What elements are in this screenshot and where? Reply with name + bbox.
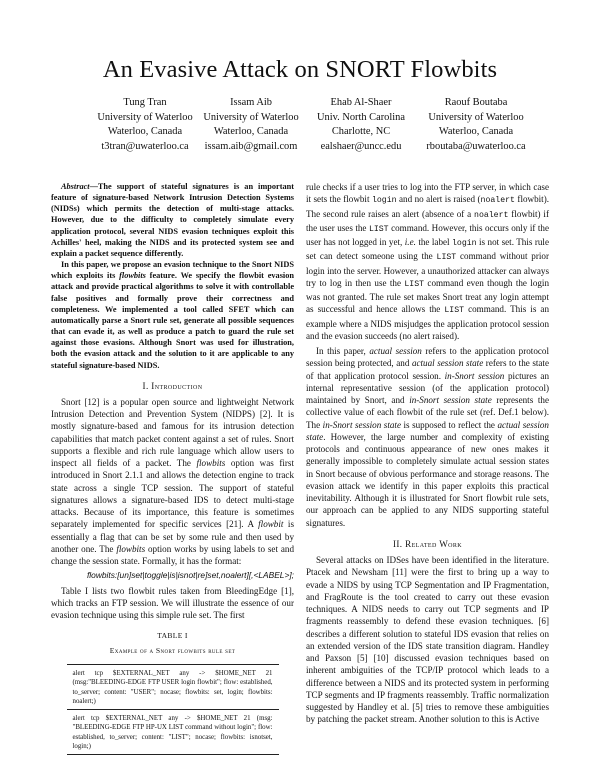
author-affiliation: University of Waterloo (97, 111, 193, 123)
author-location: Waterloo, Canada (107, 126, 183, 138)
author-block (401, 96, 551, 154)
author-name: Tung Tran (123, 97, 167, 108)
author-email: ealshaer@uncc.edu (320, 140, 402, 152)
table-row: alert tcp $EXTERNAL_NET any -> $HOME_NET 21 (msg:"BLEEDING-EDGE FTP USER login flowbit"; flow: established, to_server; content: "USER"; nocase; flowbits: set, login; flowbits: noalert;) (72, 669, 273, 705)
section-heading: I. Introduction (142, 380, 203, 391)
body-paragraph: In this paper, actual session refers to the application protocol session being protected, and actual session state refers to the state of that application protocol session. in-Snort session pictures an internal representative session (of the application protocol) maintained by Snort, and in-Snort session state represents the collective value of each flowbit of the rule set (ref. Def.1 below). The in-Snort session state is supposed to reflect the actual session state. However, the large number and complexity of existing protocols and continuous appearance of new ones makes it generally impossible to completely simulate actual session states in Snort because of obvious performance and storage reasons. The evasion attack we identify in this paper exploits this practical inevitability. Although it is illustrated for Snort flowbit rule sets, our approach can be applied to any NIDS supporting stateful signatures. (306, 346, 549, 528)
body-paragraph: Snort [12] is a popular open source and lightweight Network Intrusion Detection and Prevention System (NIDPS) [2]. It is mostly signature-based and famous for its intrusion detection capabilities that match packet content against a set of rules. Snort supports a flexible and rich rule language which allow users to inspect all fields of a packet. The flowbits option was first introduced in Snort 2.1.1 and allows the detection engine to track state across a single TCP session. The support of stateful signatures allows a signature-based IDS to detect multi-stage attacks. Because of its importance, this feature is sometimes separately implemented for specific services [21]. A flowbit is essentially a flag that can be set by some rule and then used by another one. The flowbits option works by using labels to set and change the session state. Formally, it has the format: (51, 396, 294, 567)
author-name: Issam Aib (230, 97, 272, 108)
paper-title: An Evasive Attack on SNORT Flowbits (102, 56, 498, 83)
author-location: Charlotte, NC (331, 126, 391, 138)
table-rule (67, 754, 279, 755)
author-affiliation: Univ. North Carolina (317, 111, 405, 123)
author-affiliation: University of Waterloo (203, 111, 299, 123)
author-location: Waterloo, Canada (438, 126, 514, 138)
author-email: rboutaba@uwaterloo.ca (426, 140, 526, 152)
table-row: alert tcp $EXTERNAL_NET any -> $HOME_NET 21 (msg: "BLEEDING-EDGE FTP HP-UX LIST command without login"; flow: established, to_server; content: "LIST"; nocase; flowbits: isnotset, login;) (72, 715, 273, 750)
left-column (51, 181, 294, 755)
author-location: Waterloo, Canada (213, 126, 289, 138)
flowbits-formula: flowbits:[un]set|toggle|is|isnot|re]set,noalert][,<LABEL>]; (86, 570, 294, 581)
author-email: issam.aib@gmail.com (204, 140, 298, 152)
table-caption: Example of a Snort flowbits rule set (109, 645, 236, 655)
abstract-label: Abstract (61, 182, 90, 191)
section-heading: II. Related Work (392, 538, 463, 549)
author-email: t3tran@uwaterloo.ca (101, 140, 189, 152)
abstract-paragraph: In this paper, we propose an evasion technique to the Snort NIDS which exploits its flowbits feature. We specify the flowbit evasion attack and provide practical algorithms to solve it with controllable false positives and formally prove their correctness and completeness. We implemented a tool called SFET which can automatically parse a Snort rule set, generate all possible sequences that can evade it, as well as produce a patch to guard the rule set against those evasions. Although Snort was used for illustration, both the evasion attack and the solution to it are applicable to any stateful signature-based NIDS. (51, 260, 294, 370)
right-column (306, 181, 549, 726)
author-affiliation: University of Waterloo (428, 111, 524, 123)
abstract-paragraph: Abstract—The support of stateful signatures is an important feature of signature-based Network Intrusion Detection Systems (NIDSs) which permits the detection of multi-stage attacks. However, due to the difficulty to completely simulate every application protocol, several NIDS evasion techniques exploit this Achilles' heel, making the NIDS and its protected system see and explain a packet sequence differently. (51, 182, 294, 258)
body-paragraph: Several attacks on IDSes have been identified in the literature. Ptacek and Newsham [11] were the first to bring up a way to evade a NIDS by using TCP Segmentation and IP Fragmentation, and FragRoute is the tool created to carry out these evasion techniques. A NIDS needs to carry out TCP segments and IP fragments reassembly to defend these evasion techniques. [6] describes a different solution to stateful IDS evasion that relies on an extended version of the IDS state transition diagram. Handley and Paxson [5] [10] discussed evasion techniques based on inherent ambiguities of the TCP/IP protocol which leads to a difference between a NIDS and its protected system in performing TCP segments and IP fragments reassembly. Traffic normalization suggested by Handley et al. [5] tries to remove these ambiguities by patching the packet stream. Another solution to this is Active (306, 555, 549, 725)
body-paragraph: Table I lists two flowbit rules taken from BleedingEdge [1], which tracks an FTP session. We will illustrate the essence of our evasion technique using this simple rule set. The first (51, 585, 294, 621)
author-name: Raouf Boutaba (444, 97, 508, 108)
body-paragraph: rule checks if a user tries to log into the FTP server, in which case it sets the flowbit login and no alert is raised (noalert flowbit). The second rule raises an alert (absence of a noalert flowbit) if the user uses the LIST command. However, this occurs only if the user has not logged in yet, i.e. the label login is not set. This rule set can detect someone using the LIST command without prior login into the server. However, a unauthorized attacker can always try to log in then use the LIST command even though the login was not granted. The rule set makes Snort treat any login attempt as successful and hence allows the LIST command. This is an example where a NIDS misjudges the application protocol session and the evasion succeeds (no alert raised). (306, 182, 549, 341)
table-number: TABLE I (157, 631, 188, 641)
author-name: Ehab Al-Shaer (330, 97, 392, 108)
